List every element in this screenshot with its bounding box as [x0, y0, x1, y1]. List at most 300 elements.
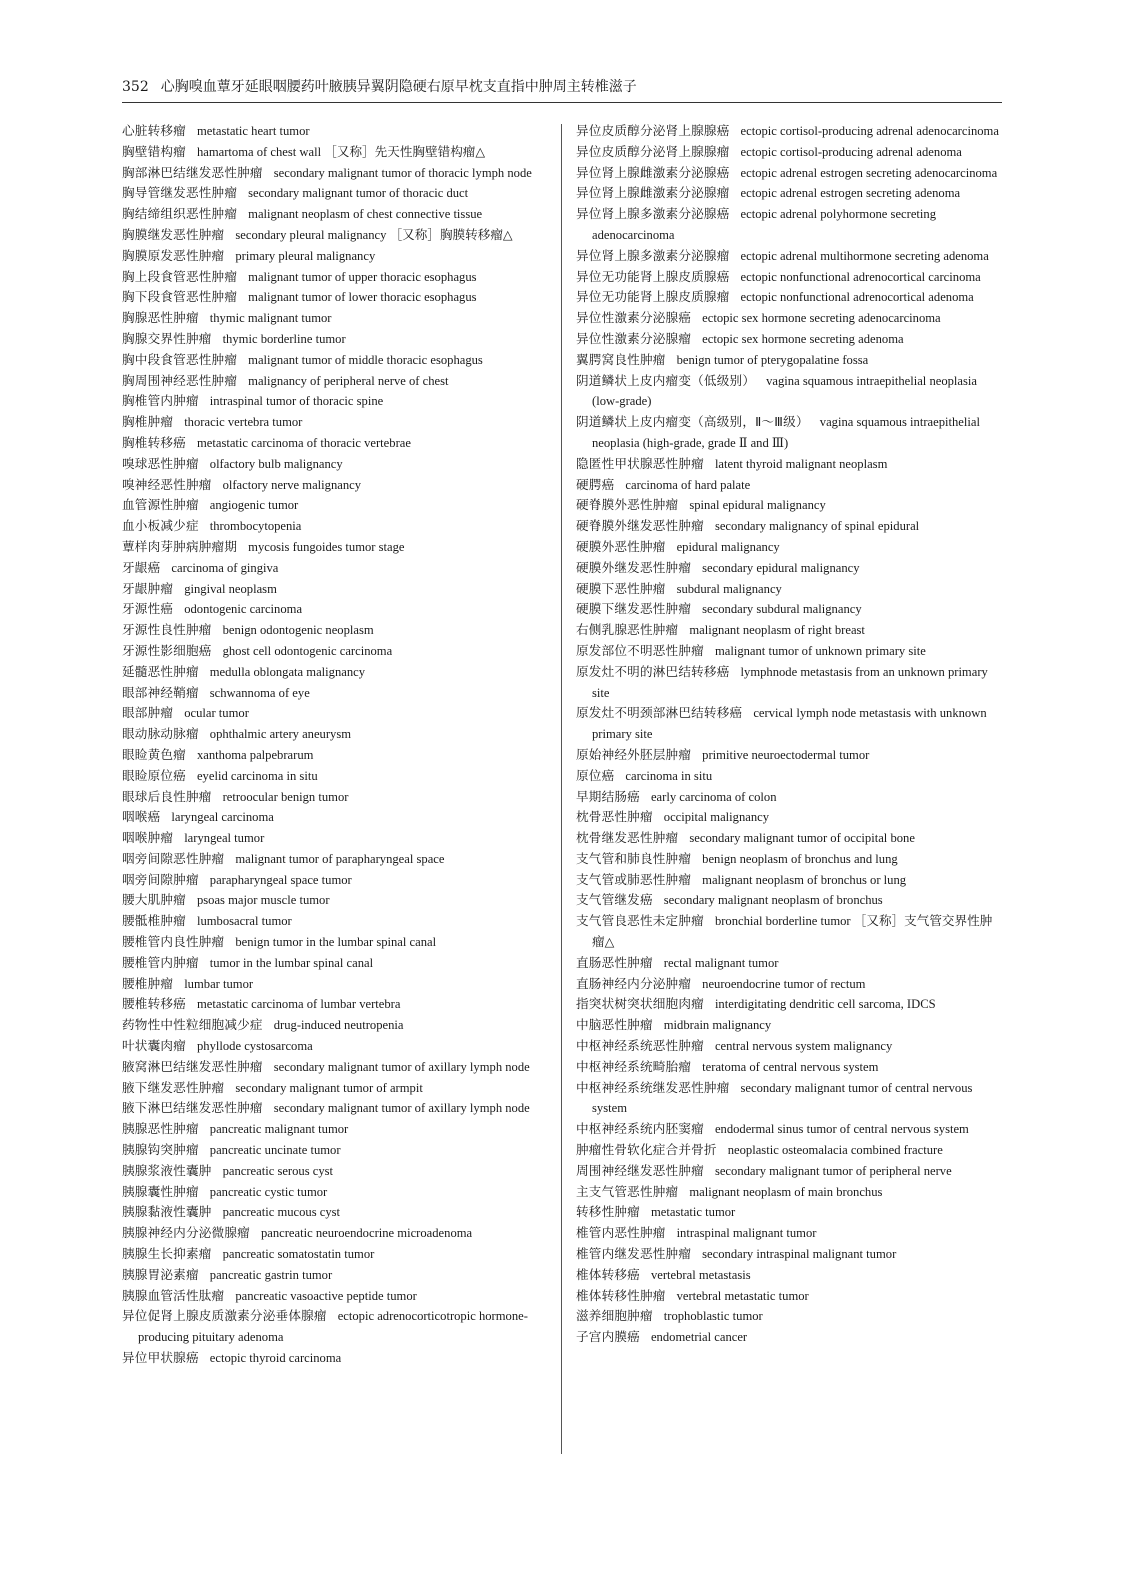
- term-chinese: 胰腺生长抑素瘤: [122, 1246, 212, 1262]
- header-rule: [122, 102, 1002, 103]
- glossary-entry: [576, 1223, 1002, 1244]
- term-chinese: 胸腺恶性肿瘤: [122, 310, 199, 326]
- term-chinese: 眼部肿瘤: [122, 705, 174, 721]
- term-english: vagina squamous intraepithelial neoplasia (high-grade, grade Ⅱ and Ⅲ): [592, 415, 980, 450]
- term-english: ectopic sex hormone secreting adenocarcinoma: [702, 311, 941, 326]
- term-english: vertebral metastasis: [650, 1267, 751, 1282]
- term-chinese: 胸上段食管恶性肿瘤: [122, 268, 238, 284]
- glossary-entry: [122, 350, 550, 371]
- glossary-entry: [122, 745, 550, 766]
- term-chinese: 胸部淋巴结继发恶性肿瘤: [122, 164, 263, 180]
- term-chinese: 支气管和肺良性肿瘤: [576, 850, 692, 866]
- term-chinese: 中枢神经系统继发恶性肿瘤: [576, 1079, 730, 1095]
- term-english: schwannoma of eye: [209, 685, 310, 700]
- left-column: [122, 121, 550, 1369]
- term-english: lumbar tumor: [184, 976, 254, 991]
- term-chinese: 中脑恶性肿瘤: [576, 1017, 653, 1033]
- term-chinese: 嗅神经恶性肿瘤: [122, 476, 212, 492]
- term-chinese: 血管源性肿瘤: [122, 497, 199, 513]
- term-english: vagina squamous intraepithelial neoplasia (low-grade): [592, 373, 978, 409]
- glossary-entry: [122, 246, 550, 267]
- term-english: trophoblastic tumor: [663, 1309, 763, 1324]
- term-english: cervical lymph node metastasis with unknown primary site: [592, 706, 987, 742]
- glossary-entry: [576, 1306, 1002, 1327]
- term-chinese: 腰大肌肿瘤: [122, 892, 186, 908]
- glossary-entry: [576, 745, 1002, 766]
- term-english: secondary malignant tumor of peripheral nerve: [714, 1163, 952, 1178]
- term-chinese: 直肠恶性肿瘤: [576, 954, 653, 970]
- glossary-entry: [122, 1348, 550, 1369]
- term-english: medulla oblongata malignancy: [209, 664, 366, 679]
- glossary-entry: [122, 766, 550, 787]
- term-english: secondary epidural malignancy: [702, 560, 860, 575]
- term-english: interdigitating dendritic cell sarcoma, IDCS: [714, 997, 936, 1012]
- glossary-entry: [122, 1286, 550, 1307]
- glossary-entry: [576, 1244, 1002, 1265]
- glossary-entry: [122, 579, 550, 600]
- term-english: epidural malignancy: [676, 539, 780, 554]
- term-chinese: 异位无功能肾上腺皮质腺癌: [576, 268, 730, 284]
- glossary-entry: [122, 391, 550, 412]
- glossary-entry: [576, 121, 1002, 142]
- term-chinese: 翼腭窝良性肿瘤: [576, 351, 666, 367]
- glossary-entry: [576, 620, 1002, 641]
- term-chinese: 牙龈癌: [122, 559, 161, 575]
- term-chinese: 腋窝淋巴结继发恶性肿瘤: [122, 1058, 263, 1074]
- term-chinese: 硬脊膜外继发恶性肿瘤: [576, 518, 704, 534]
- term-chinese: 胰腺胃泌素瘤: [122, 1266, 199, 1282]
- term-english: malignant tumor of upper thoracic esophagus: [248, 269, 477, 284]
- term-chinese: 原始神经外胚层肿瘤: [576, 746, 692, 762]
- term-english: central nervous system malignancy: [714, 1039, 893, 1054]
- term-english: pancreatic cystic tumor: [209, 1184, 328, 1199]
- glossary-entry: [122, 911, 550, 932]
- glossary-entry: [576, 890, 1002, 911]
- glossary-entry: [576, 412, 1002, 454]
- term-chinese: 硬膜外继发恶性肿瘤: [576, 559, 692, 575]
- term-english: secondary malignant tumor of occipital bone: [689, 831, 915, 846]
- term-chinese: 支气管或肺恶性肿瘤: [576, 871, 692, 887]
- term-chinese: 椎体转移性肿瘤: [576, 1287, 666, 1303]
- term-english: tumor in the lumbar spinal canal: [209, 955, 374, 970]
- term-chinese: 胰腺血管活性肽瘤: [122, 1287, 225, 1303]
- term-english: thymic malignant tumor: [209, 311, 332, 326]
- glossary-entry: [576, 329, 1002, 350]
- glossary-entry: [576, 1161, 1002, 1182]
- glossary-entry: [576, 579, 1002, 600]
- term-english: pancreatic serous cyst: [222, 1163, 334, 1178]
- term-english: spinal epidural malignancy: [689, 498, 826, 513]
- glossary-entry: [576, 163, 1002, 184]
- term-chinese: 椎管内恶性肿瘤: [576, 1225, 666, 1241]
- term-chinese: 心脏转移瘤: [122, 123, 186, 138]
- term-english: subdural malignancy: [676, 581, 782, 596]
- term-english: hamartoma of chest wall ［又称］先天性胸壁错构瘤△: [196, 144, 486, 159]
- glossary-entry: [122, 828, 550, 849]
- term-english: malignant tumor of unknown primary site: [714, 643, 926, 658]
- term-chinese: 硬脊膜外恶性肿瘤: [576, 497, 679, 513]
- term-english: intraspinal tumor of thoracic spine: [209, 394, 384, 409]
- glossary-entry: [122, 1265, 550, 1286]
- glossary-entry: [122, 1244, 550, 1265]
- term-english: pancreatic malignant tumor: [209, 1122, 349, 1137]
- glossary-entry: [576, 1057, 1002, 1078]
- term-english: malignant neoplasm of right breast: [689, 623, 865, 638]
- term-chinese: 眼睑黄色瘤: [122, 746, 186, 762]
- term-chinese: 椎管内继发恶性肿瘤: [576, 1246, 692, 1262]
- term-english: ectopic sex hormone secreting adenoma: [702, 331, 904, 346]
- term-english: thrombocytopenia: [209, 519, 302, 534]
- term-english: lumbosacral tumor: [196, 914, 292, 929]
- term-chinese: 胸膜继发恶性肿瘤: [122, 226, 225, 242]
- glossary-entry: [576, 267, 1002, 288]
- glossary-entry: [122, 1119, 550, 1140]
- term-chinese: 滋养细胞肿瘤: [576, 1308, 653, 1324]
- term-chinese: 支气管良恶性未定肿瘤: [576, 913, 704, 929]
- term-english: rectal malignant tumor: [663, 955, 779, 970]
- glossary-entry: [122, 1140, 550, 1161]
- glossary-entry: [122, 1161, 550, 1182]
- term-english: benign tumor of pterygopalatine fossa: [676, 352, 869, 367]
- glossary-entry: [576, 828, 1002, 849]
- glossary-entry: [122, 1098, 550, 1119]
- glossary-entry: [122, 121, 550, 142]
- term-chinese: 牙源性影细胞癌: [122, 642, 212, 658]
- term-chinese: 直肠神经内分泌肿瘤: [576, 975, 692, 991]
- term-english: ectopic thyroid carcinoma: [209, 1351, 342, 1366]
- term-english: parapharyngeal space tumor: [209, 872, 352, 887]
- term-english: teratoma of central nervous system: [702, 1059, 879, 1074]
- term-chinese: 胸下段食管恶性肿瘤: [122, 289, 238, 305]
- term-english: ectopic nonfunctional adrenocortical adenoma: [740, 290, 974, 305]
- glossary-entry: [122, 516, 550, 537]
- term-english: pancreatic vasoactive peptide tumor: [235, 1288, 417, 1303]
- term-chinese: 叶状囊肉瘤: [122, 1038, 186, 1054]
- term-chinese: 眼动脉动脉瘤: [122, 726, 199, 742]
- glossary-entry: [122, 932, 550, 953]
- glossary-entry: [122, 558, 550, 579]
- term-english: malignant tumor of middle thoracic esophagus: [248, 352, 483, 367]
- term-chinese: 药物性中性粒细胞减少症: [122, 1017, 263, 1033]
- page-number: 352: [122, 79, 149, 95]
- term-english: carcinoma of hard palate: [625, 477, 751, 492]
- glossary-entry: [122, 890, 550, 911]
- term-english: pancreatic uncinate tumor: [209, 1143, 341, 1158]
- glossary-entry: [122, 225, 550, 246]
- glossary-entry: [122, 1057, 550, 1078]
- term-english: lymphnode metastasis from an unknown primary site: [592, 664, 988, 700]
- term-chinese: 胸椎肿瘤: [122, 414, 174, 430]
- term-english: secondary pleural malignancy ［又称］胸膜转移瘤△: [235, 227, 513, 242]
- term-english: benign odontogenic neoplasm: [222, 623, 374, 638]
- term-english: endometrial cancer: [650, 1330, 748, 1345]
- term-english: phyllode cystosarcoma: [196, 1039, 313, 1054]
- term-chinese: 支气管继发癌: [576, 892, 653, 908]
- term-english: primary pleural malignancy: [235, 248, 376, 263]
- term-english: occipital malignancy: [663, 810, 770, 825]
- term-chinese: 中枢神经系统内胚窦瘤: [576, 1121, 704, 1137]
- glossary-entry: [576, 807, 1002, 828]
- glossary-entry: [576, 1265, 1002, 1286]
- term-chinese: 异位肾上腺多激素分泌腺瘤: [576, 247, 730, 263]
- glossary-entry: [122, 787, 550, 808]
- term-chinese: 异位促肾上腺皮质激素分泌垂体腺瘤: [122, 1308, 327, 1324]
- glossary-entry: [576, 870, 1002, 891]
- term-english: secondary malignant tumor of thoracic duct: [248, 186, 469, 201]
- glossary-entry: [122, 870, 550, 891]
- term-chinese: 胸结缔组织恶性肿瘤: [122, 206, 238, 222]
- glossary-entry: [122, 641, 550, 662]
- glossary-entry: [576, 787, 1002, 808]
- glossary-entry: [122, 1223, 550, 1244]
- term-chinese: 牙源性癌: [122, 601, 174, 617]
- term-chinese: 腋下淋巴结继发恶性肿瘤: [122, 1100, 263, 1116]
- glossary-entry: [576, 183, 1002, 204]
- term-english: metastatic tumor: [650, 1205, 736, 1220]
- term-english: secondary malignancy of spinal epidural: [714, 519, 920, 534]
- term-english: ectopic adrenal estrogen secreting adenoma: [740, 186, 961, 201]
- glossary-entry: [122, 412, 550, 433]
- term-chinese: 胸椎管内肿瘤: [122, 393, 199, 409]
- term-english: laryngeal tumor: [184, 831, 265, 846]
- term-english: carcinoma in situ: [625, 768, 713, 783]
- term-chinese: 胸壁错构瘤: [122, 143, 186, 159]
- glossary-entry: [576, 350, 1002, 371]
- term-english: odontogenic carcinoma: [184, 602, 303, 617]
- glossary-entry: [122, 267, 550, 288]
- term-chinese: 胸膜原发恶性肿瘤: [122, 247, 225, 263]
- glossary-entry: [122, 204, 550, 225]
- glossary-entry: [576, 974, 1002, 995]
- term-english: olfactory nerve malignancy: [222, 477, 362, 492]
- term-english: secondary malignant tumor of axillary lymph node: [273, 1101, 530, 1116]
- glossary-entry: [576, 599, 1002, 620]
- term-chinese: 延髓恶性肿瘤: [122, 663, 199, 679]
- glossary-entry: [122, 475, 550, 496]
- glossary-entry: [576, 371, 1002, 413]
- term-chinese: 硬膜下继发恶性肿瘤: [576, 601, 692, 617]
- term-chinese: 牙源性良性肿瘤: [122, 622, 212, 638]
- term-chinese: 胸导管继发恶性肿瘤: [122, 185, 238, 201]
- term-english: benign neoplasm of bronchus and lung: [702, 851, 898, 866]
- glossary-entry: [576, 287, 1002, 308]
- glossary-entry: [576, 308, 1002, 329]
- term-chinese: 胸周围神经恶性肿瘤: [122, 372, 238, 388]
- term-english: olfactory bulb malignancy: [209, 456, 343, 471]
- glossary-entry: [576, 142, 1002, 163]
- term-chinese: 硬膜下恶性肿瘤: [576, 580, 666, 596]
- glossary-entry: [576, 911, 1002, 953]
- term-english: secondary intraspinal malignant tumor: [702, 1247, 897, 1262]
- term-chinese: 眼睑原位癌: [122, 767, 186, 783]
- term-chinese: 胰腺黏液性囊肿: [122, 1204, 212, 1220]
- term-english: endodermal sinus tumor of central nervous system: [714, 1122, 969, 1137]
- term-english: malignancy of peripheral nerve of chest: [248, 373, 449, 388]
- term-chinese: 异位肾上腺雌激素分泌腺癌: [576, 164, 730, 180]
- glossary-entry: [576, 662, 1002, 704]
- term-english: psoas major muscle tumor: [196, 893, 330, 908]
- glossary-entry: [122, 599, 550, 620]
- term-chinese: 转移性肿瘤: [576, 1204, 640, 1220]
- term-english: malignant neoplasm of bronchus or lung: [702, 872, 907, 887]
- term-chinese: 枕骨恶性肿瘤: [576, 809, 653, 825]
- glossary-entry: [576, 1202, 1002, 1223]
- glossary-entry: [122, 724, 550, 745]
- term-english: secondary malignant tumor of axillary lymph node: [273, 1059, 530, 1074]
- term-chinese: 椎体转移癌: [576, 1266, 640, 1282]
- term-chinese: 眼球后良性肿瘤: [122, 788, 212, 804]
- glossary-entry: [576, 1286, 1002, 1307]
- term-english: intraspinal malignant tumor: [676, 1226, 817, 1241]
- term-chinese: 异位皮质醇分泌肾上腺腺癌: [576, 123, 730, 138]
- term-chinese: 胸椎转移癌: [122, 434, 186, 450]
- term-chinese: 早期结肠癌: [576, 788, 640, 804]
- term-chinese: 异位无功能肾上腺皮质腺瘤: [576, 289, 730, 305]
- term-chinese: 咽喉肿瘤: [122, 830, 174, 846]
- term-english: pancreatic gastrin tumor: [209, 1267, 333, 1282]
- term-chinese: 腋下继发恶性肿瘤: [122, 1079, 225, 1095]
- term-chinese: 硬膜外恶性肿瘤: [576, 538, 666, 554]
- glossary-entry: [122, 953, 550, 974]
- term-chinese: 右侧乳腺恶性肿瘤: [576, 622, 679, 638]
- glossary-entry: [122, 994, 550, 1015]
- glossary-entry: [122, 142, 550, 163]
- term-chinese: 异位性激素分泌腺癌: [576, 310, 692, 326]
- glossary-entry: [576, 1140, 1002, 1161]
- term-english: malignant neoplasm of chest connective tissue: [248, 207, 483, 222]
- term-chinese: 肿瘤性骨软化症合并骨折: [576, 1142, 717, 1158]
- glossary-entry: [122, 308, 550, 329]
- term-english: laryngeal carcinoma: [171, 810, 274, 825]
- glossary-entry: [122, 1306, 550, 1348]
- term-english: metastatic carcinoma of thoracic vertebrae: [196, 435, 411, 450]
- glossary-entry: [122, 163, 550, 184]
- term-english: gingival neoplasm: [184, 581, 277, 596]
- glossary-entry: [576, 994, 1002, 1015]
- term-chinese: 异位肾上腺多激素分泌腺癌: [576, 206, 730, 222]
- glossary-entry: [122, 1036, 550, 1057]
- term-chinese: 原发部位不明恶性肿瘤: [576, 642, 704, 658]
- term-english: ectopic adrenal polyhormone secreting adenocarcinoma: [592, 207, 937, 242]
- term-english: ectopic cortisol-producing adrenal adenoma: [740, 144, 962, 159]
- glossary-entry: [122, 1182, 550, 1203]
- glossary-entry: [576, 495, 1002, 516]
- term-chinese: 异位肾上腺雌激素分泌腺瘤: [576, 185, 730, 201]
- term-chinese: 阴道鳞状上皮内瘤变（高级别，Ⅱ～Ⅲ级）: [576, 414, 809, 430]
- term-english: malignant neoplasm of main bronchus: [689, 1184, 883, 1199]
- glossary-entry: [576, 953, 1002, 974]
- glossary-entry: [576, 204, 1002, 246]
- term-english: early carcinoma of colon: [650, 789, 777, 804]
- term-english: neuroendocrine tumor of rectum: [702, 976, 866, 991]
- term-english: benign tumor in the lumbar spinal canal: [235, 935, 437, 950]
- term-chinese: 隐匿性甲状腺恶性肿瘤: [576, 455, 704, 471]
- term-chinese: 原发灶不明的淋巴结转移癌: [576, 663, 730, 679]
- term-chinese: 嗅球恶性肿瘤: [122, 455, 199, 471]
- running-header: [122, 76, 1002, 100]
- glossary-entry: [122, 1015, 550, 1036]
- glossary-entry: [576, 1015, 1002, 1036]
- term-english: xanthoma palpebrarum: [196, 747, 314, 762]
- term-english: secondary malignant neoplasm of bronchus: [663, 893, 883, 908]
- term-english: thoracic vertebra tumor: [184, 415, 303, 430]
- term-chinese: 异位甲状腺癌: [122, 1350, 199, 1366]
- glossary-entry: [576, 1078, 1002, 1120]
- term-english: pancreatic mucous cyst: [222, 1205, 341, 1220]
- term-chinese: 异位性激素分泌腺瘤: [576, 330, 692, 346]
- term-english: malignant tumor of parapharyngeal space: [235, 851, 445, 866]
- term-chinese: 血小板减少症: [122, 518, 199, 534]
- term-chinese: 中枢神经系统畸胎瘤: [576, 1058, 692, 1074]
- term-english: vertebral metastatic tumor: [676, 1288, 809, 1303]
- term-english: retroocular benign tumor: [222, 789, 349, 804]
- term-chinese: 胰腺神经内分泌微腺瘤: [122, 1225, 250, 1241]
- term-chinese: 胰腺恶性肿瘤: [122, 1121, 199, 1137]
- term-chinese: 腰椎管内良性肿瘤: [122, 934, 225, 950]
- term-english: metastatic carcinoma of lumbar vertebra: [196, 997, 401, 1012]
- term-chinese: 中枢神经系统恶性肿瘤: [576, 1038, 704, 1054]
- term-english: secondary subdural malignancy: [702, 602, 862, 617]
- term-chinese: 牙龈肿瘤: [122, 580, 174, 596]
- term-english: secondary malignant tumor of central nervous system: [592, 1080, 973, 1116]
- term-chinese: 腰骶椎肿瘤: [122, 913, 186, 929]
- term-chinese: 咽旁间隙恶性肿瘤: [122, 850, 225, 866]
- term-english: latent thyroid malignant neoplasm: [714, 456, 888, 471]
- term-english: eyelid carcinoma in situ: [196, 768, 318, 783]
- term-english: ectopic adrenocorticotropic hormone-producing pituitary adenoma: [138, 1309, 528, 1345]
- glossary-entry: [576, 516, 1002, 537]
- glossary-entry: [576, 1119, 1002, 1140]
- glossary-entry: [576, 475, 1002, 496]
- glossary-entry: [122, 495, 550, 516]
- term-chinese: 阴道鳞状上皮内瘤变（低级别）: [576, 372, 756, 388]
- term-english: secondary malignant tumor of thoracic lymph node: [273, 165, 532, 180]
- glossary-entry: [576, 558, 1002, 579]
- column-divider: [561, 124, 562, 1454]
- glossary-entry: [122, 1078, 550, 1099]
- glossary-entry: [122, 433, 550, 454]
- glossary-entry: [122, 454, 550, 475]
- term-chinese: 眼部神经鞘瘤: [122, 684, 199, 700]
- glossary-entry: [122, 287, 550, 308]
- term-english: malignant tumor of lower thoracic esophagus: [248, 290, 477, 305]
- glossary-entry: [122, 807, 550, 828]
- term-english: ectopic cortisol-producing adrenal adenocarcinoma: [740, 124, 999, 138]
- term-english: pancreatic somatostatin tumor: [222, 1247, 375, 1262]
- term-english: carcinoma of gingiva: [171, 560, 279, 575]
- term-english: thymic borderline tumor: [222, 331, 346, 346]
- glossary-entry: [122, 662, 550, 683]
- glossary-entry: [576, 641, 1002, 662]
- glossary-entry: [576, 849, 1002, 870]
- term-english: mycosis fungoides tumor stage: [248, 539, 405, 554]
- term-chinese: 周围神经继发恶性肿瘤: [576, 1162, 704, 1178]
- term-english: secondary malignant tumor of armpit: [235, 1080, 423, 1095]
- term-chinese: 胰腺囊性肿瘤: [122, 1183, 199, 1199]
- glossary-entry: [122, 703, 550, 724]
- term-chinese: 主支气管恶性肿瘤: [576, 1183, 679, 1199]
- term-english: ophthalmic artery aneurysm: [209, 727, 352, 742]
- glossary-entry: [576, 1036, 1002, 1057]
- term-chinese: 腰椎转移癌: [122, 996, 186, 1012]
- term-chinese: 胸腺交界性肿瘤: [122, 330, 212, 346]
- glossary-entry: [122, 183, 550, 204]
- glossary-entry: [576, 1327, 1002, 1348]
- term-english: drug-induced neutropenia: [273, 1018, 404, 1033]
- term-english: bronchial borderline tumor ［又称］支气管交界性肿瘤△: [592, 914, 993, 950]
- term-chinese: 原发灶不明颈部淋巴结转移癌: [576, 705, 743, 721]
- glossary-entry: [122, 849, 550, 870]
